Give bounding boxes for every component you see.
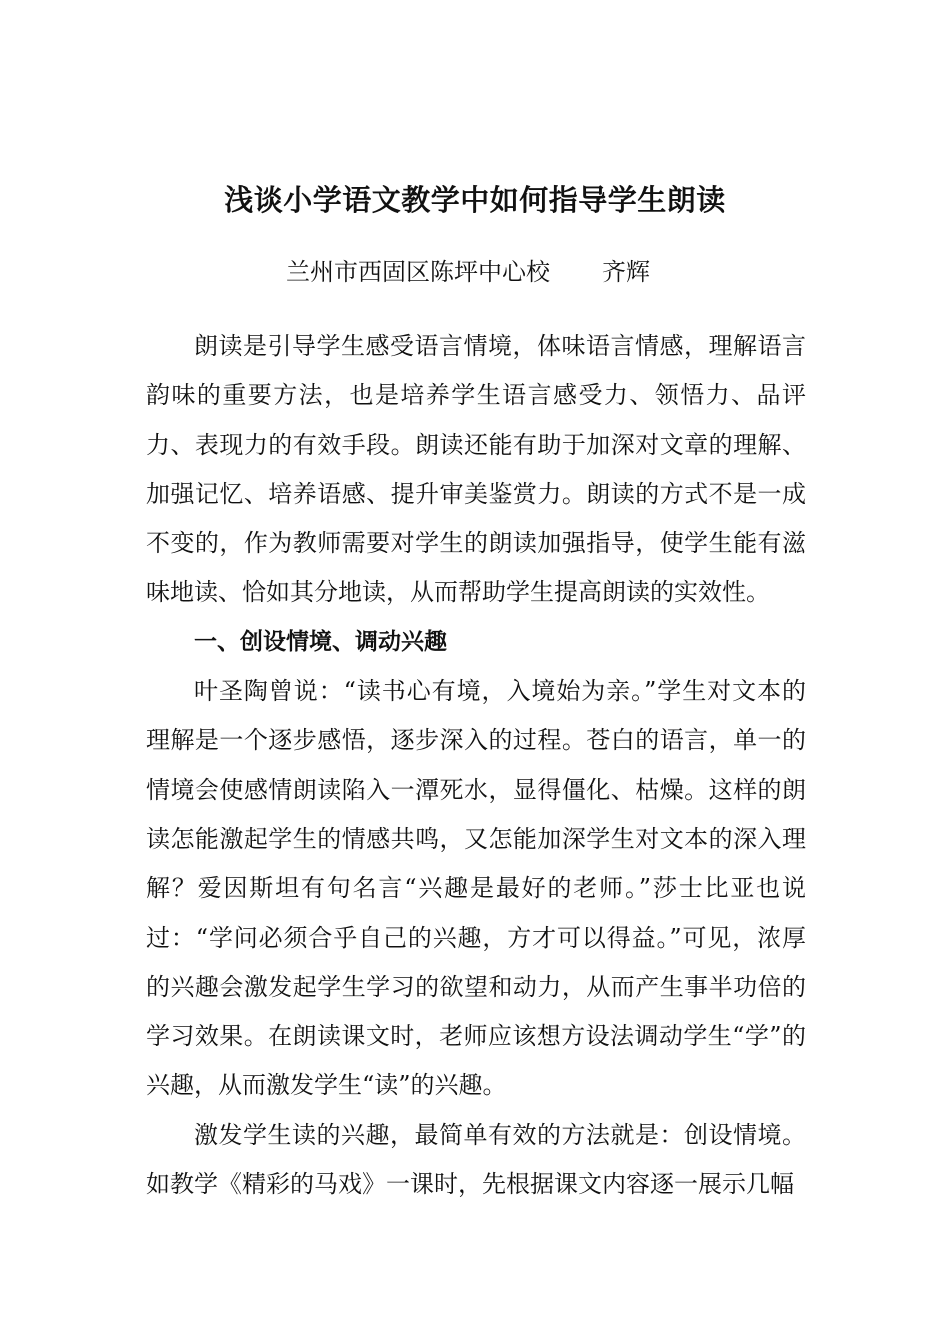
paragraph-section-1: 叶圣陶曾说：“读书心有境，入境始为亲。”学生对文本的理解是一个逐步感悟，逐步深入的过程。苍白的语言，单一的情境会使感情朗读陷入一潭死水，显得僵化、枯燥。这样的朗读怎能激起学生的情感共鸣，又怎能加深学生对文本的深入理解？爱因斯坦有句名言“兴趣是最好的老师。”莎士比亚也说过：“学问必须合乎自己的兴趣，方才可以得益。”可见，浓厚的兴趣会激发起学生学习的欲望和动力，从而产生事半功倍的学习效果。在朗读课文时，老师应该想方设法调动学生“学”的兴趣，从而激发学生“读”的兴趣。 [146, 677, 806, 1100]
section-heading: 一、创设情境、调动兴趣 [194, 628, 447, 655]
paragraph-intro: 朗读是引导学生感受语言情境，体味语言情感，理解语言韵味的重要方法，也是培养学生语言感受力、领悟力、品评力、表现力的有效手段。朗读还能有助于加深对文章的理解、加强记忆、培养语感、提升审美鉴赏力。朗读的方式不是一成不变的，作为教师需要对学生的朗读加强指导，使学生能有滋味地读、恰如其分地读，从而帮助学生提高朗读的实效性。 [146, 332, 806, 607]
byline [286, 252, 650, 292]
page-title: 浅谈小学语文教学中如何指导学生朗读 [224, 183, 726, 217]
document-body [146, 322, 806, 1209]
byline-affiliation: 兰州市西固区陈坪中心校 [286, 258, 550, 286]
byline-author: 齐辉 [602, 258, 650, 286]
paragraph-section-2: 激发学生读的兴趣，最简单有效的方法就是：创设情境。如教学《精彩的马戏》一课时，先根据课文内容逐一展示几幅 [146, 1120, 806, 1199]
